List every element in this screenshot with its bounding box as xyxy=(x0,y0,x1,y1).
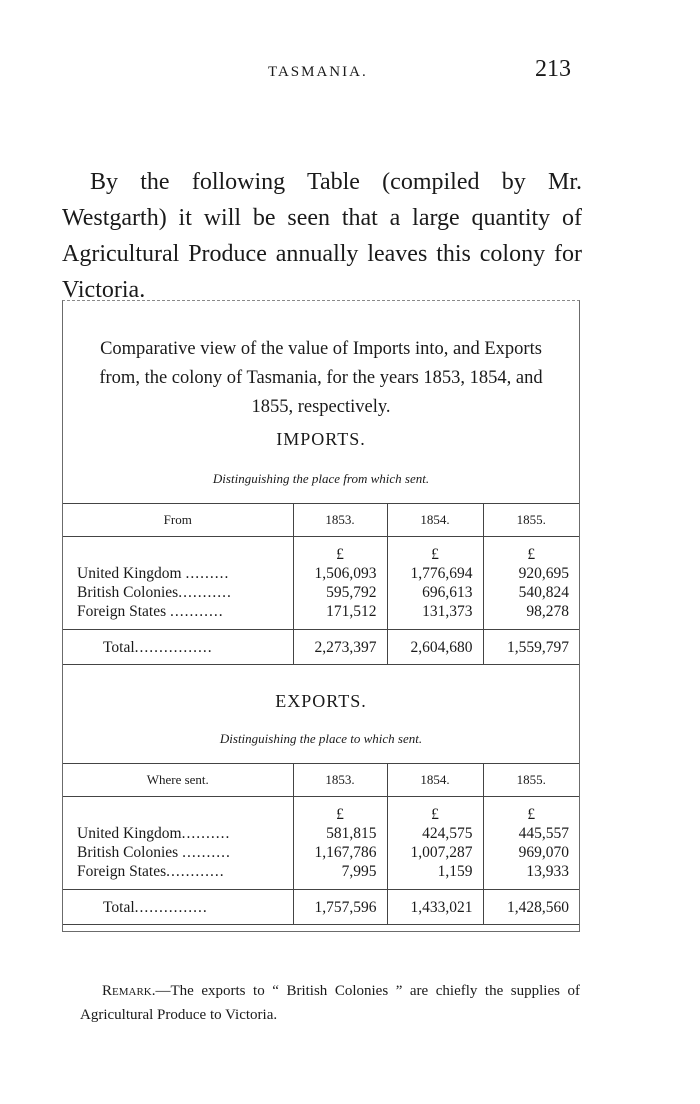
leader-dots: ............ xyxy=(166,863,225,880)
table-row xyxy=(63,862,579,890)
imports-title: IMPORTS. xyxy=(276,429,366,449)
intro-paragraph: By the following Table (compiled by Mr. Westgarth) it will be seen that a large quantity of Agricultural Produce annually leaves this colony for Victoria. xyxy=(62,169,582,303)
column-header-1854: 1854. xyxy=(387,504,483,537)
leader-dots: ........... xyxy=(170,603,224,620)
total-label: Total xyxy=(103,898,135,916)
imports-subtitle: Distinguishing the place from which sent. xyxy=(212,471,430,486)
total-1854: 2,604,680 xyxy=(387,630,483,665)
cell-1853: 1,167,786 xyxy=(293,843,387,862)
remark-note xyxy=(80,979,580,1027)
row-label: Foreign States xyxy=(77,603,167,620)
exports-subtitle: Distinguishing the place to which sent. xyxy=(219,731,423,746)
cell-1854: 1,776,694 xyxy=(387,564,483,583)
table-caption: Comparative view of the value of Imports into, and Exports from, the colony of Tasmania, for the years 1853, 1854, and 1855, respectively. xyxy=(99,339,543,417)
cell-1855: 969,070 xyxy=(483,843,579,862)
cell-1854: 696,613 xyxy=(387,583,483,602)
currency-symbol: £ xyxy=(293,537,387,565)
table-row xyxy=(63,583,579,602)
cell-1853: 581,815 xyxy=(293,824,387,843)
column-header-where-sent: Where sent. xyxy=(63,764,293,797)
table-row xyxy=(63,564,579,583)
leader-dots: ........... xyxy=(178,584,232,601)
currency-symbol: £ xyxy=(483,797,579,825)
exports-header-row xyxy=(63,764,579,797)
currency-row xyxy=(63,797,579,825)
exports-table xyxy=(63,763,579,925)
total-1854: 1,433,021 xyxy=(387,890,483,925)
table-row xyxy=(63,602,579,630)
total-1853: 1,757,596 xyxy=(293,890,387,925)
cell-1854: 424,575 xyxy=(387,824,483,843)
cell-1853: 171,512 xyxy=(293,602,387,630)
currency-symbol: £ xyxy=(483,537,579,565)
comparative-table-box xyxy=(62,300,580,932)
column-header-1853: 1853. xyxy=(293,504,387,537)
table-row xyxy=(63,824,579,843)
cell-1853: 595,792 xyxy=(293,583,387,602)
exports-title: EXPORTS. xyxy=(275,691,367,711)
cell-1854: 131,373 xyxy=(387,602,483,630)
leader-dots: ............... xyxy=(134,898,208,916)
currency-symbol: £ xyxy=(387,537,483,565)
leader-dots: .......... xyxy=(182,844,231,861)
column-header-1855: 1855. xyxy=(483,504,579,537)
currency-symbol: £ xyxy=(387,797,483,825)
cell-1854: 1,159 xyxy=(387,862,483,890)
running-title: TASMANIA. xyxy=(268,64,368,80)
cell-1855: 445,557 xyxy=(483,824,579,843)
total-row xyxy=(63,890,579,925)
row-label: British Colonies xyxy=(77,584,179,601)
row-label: British Colonies xyxy=(77,844,179,861)
imports-header-row xyxy=(63,504,579,537)
imports-table xyxy=(63,503,579,665)
total-label: Total xyxy=(103,638,135,656)
row-label: United Kingdom xyxy=(77,565,182,582)
row-label: United Kingdom xyxy=(77,825,182,842)
total-1855: 1,428,560 xyxy=(483,890,579,925)
cell-1853: 1,506,093 xyxy=(293,564,387,583)
cell-1855: 98,278 xyxy=(483,602,579,630)
column-header-1853: 1853. xyxy=(293,764,387,797)
column-header-1855: 1855. xyxy=(483,764,579,797)
page-number: 213 xyxy=(535,56,571,82)
column-header-from: From xyxy=(63,504,293,537)
cell-1853: 7,995 xyxy=(293,862,387,890)
cell-1854: 1,007,287 xyxy=(387,843,483,862)
currency-symbol: £ xyxy=(293,797,387,825)
cell-1855: 13,933 xyxy=(483,862,579,890)
leader-dots: .......... xyxy=(181,825,231,842)
table-row xyxy=(63,843,579,862)
remark-text: —The exports to “ British Colonies ” are chiefly the supplies of Agricultural Produce to Victoria. xyxy=(80,983,580,1023)
total-1853: 2,273,397 xyxy=(293,630,387,665)
cell-1855: 920,695 xyxy=(483,564,579,583)
row-label: Foreign States xyxy=(77,863,167,880)
total-row xyxy=(63,630,579,665)
total-1855: 1,559,797 xyxy=(483,630,579,665)
remark-lead: Remark. xyxy=(102,983,156,999)
cell-1855: 540,824 xyxy=(483,583,579,602)
leader-dots: ......... xyxy=(185,565,230,582)
leader-dots: ................ xyxy=(134,638,213,656)
column-header-1854: 1854. xyxy=(387,764,483,797)
currency-row xyxy=(63,537,579,565)
page-header xyxy=(0,56,700,92)
